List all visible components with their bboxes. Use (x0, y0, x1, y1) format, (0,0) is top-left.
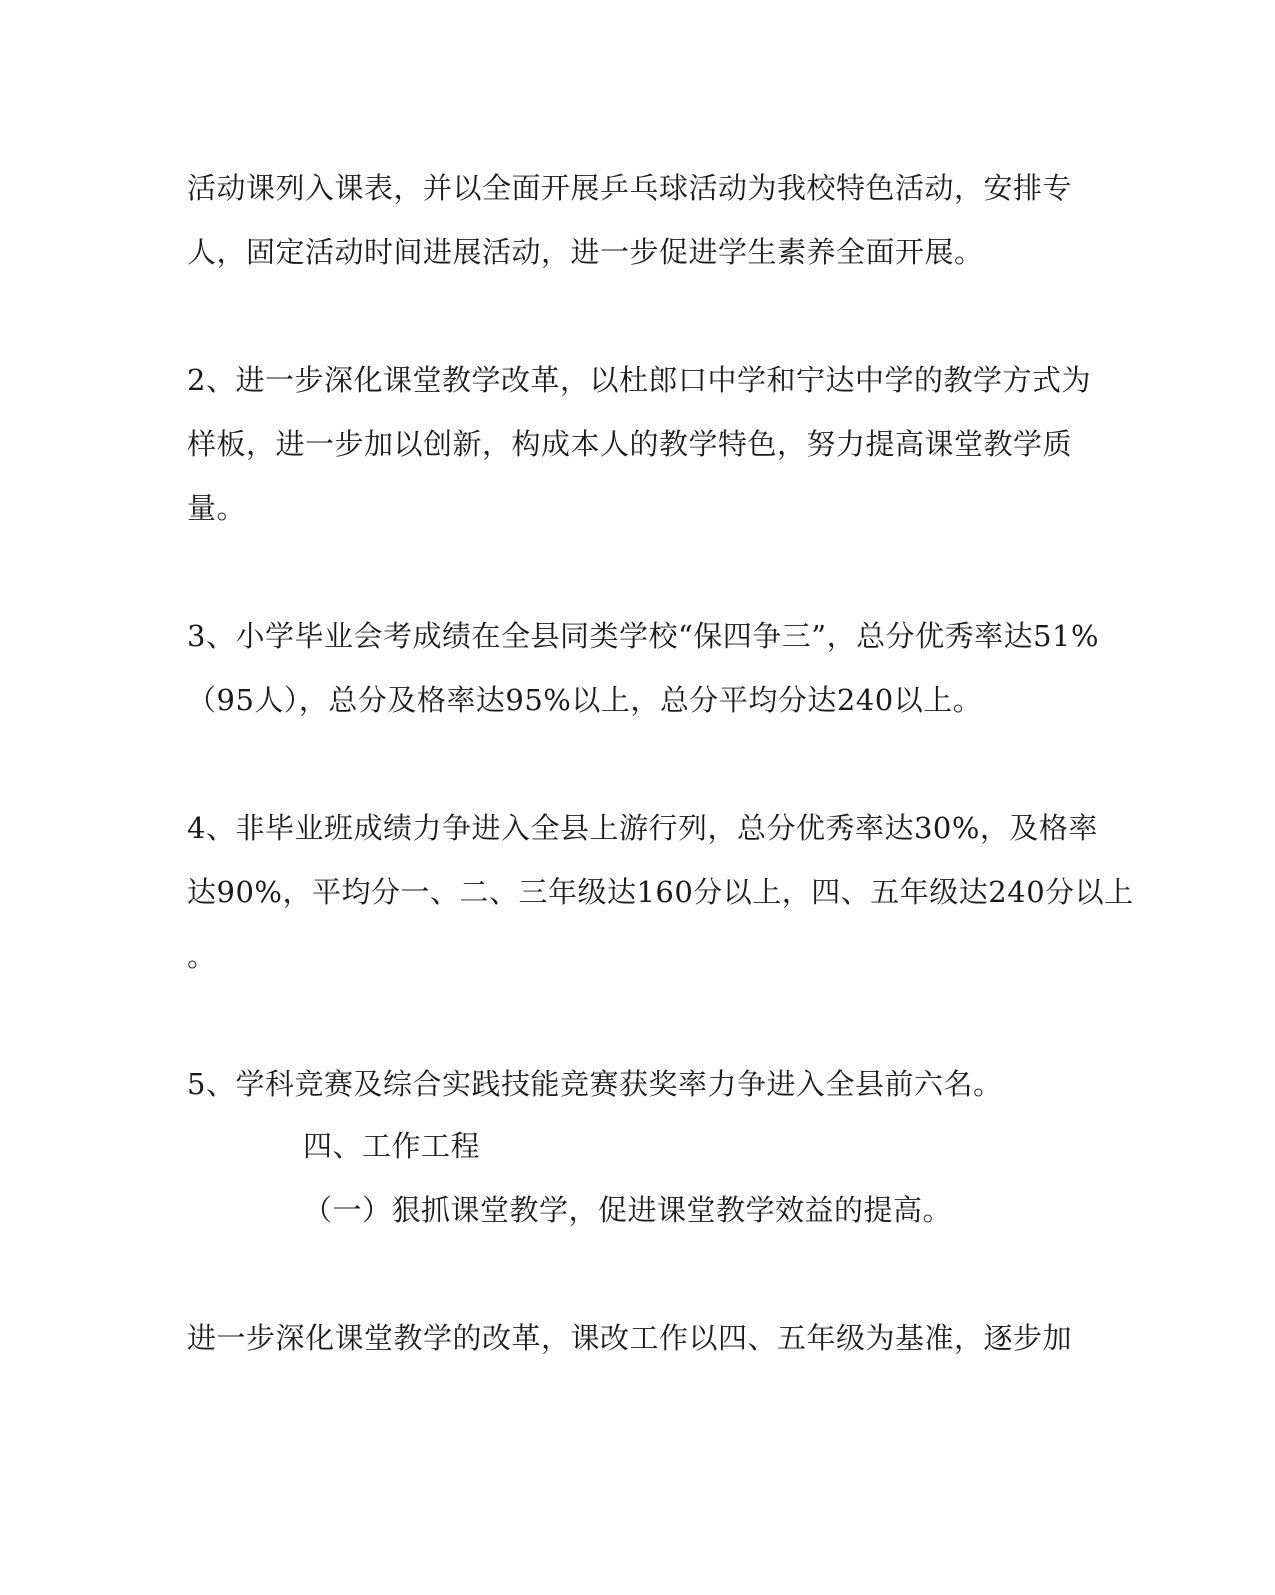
subsection-heading: （一）狠抓课堂教学，促进课堂教学效益的提高。 (303, 1193, 953, 1227)
paragraph-4-line-2: 达90%，平均分一、二、三年级达160分以上，四、五年级达240分以上 (187, 875, 1134, 909)
paragraph-5-line-1: 5、学科竞赛及综合实践技能竞赛获奖率力争进入全县前六名。 (187, 1067, 1003, 1101)
section-heading: 四、工作工程 (303, 1129, 481, 1163)
paragraph-3-line-1: 3、小学毕业会考成绩在全县同类学校“保四争三”，总分优秀率达51% (187, 619, 1100, 653)
paragraph-1-line-2: 人，固定活动时间进展活动，进一步促进学生素养全面开展。 (187, 235, 984, 269)
final-paragraph-line-1: 进一步深化课堂教学的改革，课改工作以四、五年级为基准，逐步加 (187, 1321, 1073, 1355)
paragraph-3-line-2: （95人），总分及格率达95%以上，总分平均分达240以上。 (187, 683, 983, 717)
paragraph-1-line-1: 活动课列入课表，并以全面开展乒乓球活动为我校特色活动，安排专 (187, 171, 1073, 205)
paragraph-2-line-2: 样板，进一步加以创新，构成本人的教学特色，努力提高课堂教学质 (187, 427, 1073, 461)
paragraph-2-line-3: 量。 (187, 491, 247, 525)
paragraph-4-line-3: 。 (187, 939, 217, 973)
paragraph-2-line-1: 2、进一步深化课堂教学改革，以杜郎口中学和宁达中学的教学方式为 (187, 363, 1091, 397)
paragraph-4-line-1: 4、非毕业班成绩力争进入全县上游行列，总分优秀率达30%，及格率 (187, 811, 1098, 845)
